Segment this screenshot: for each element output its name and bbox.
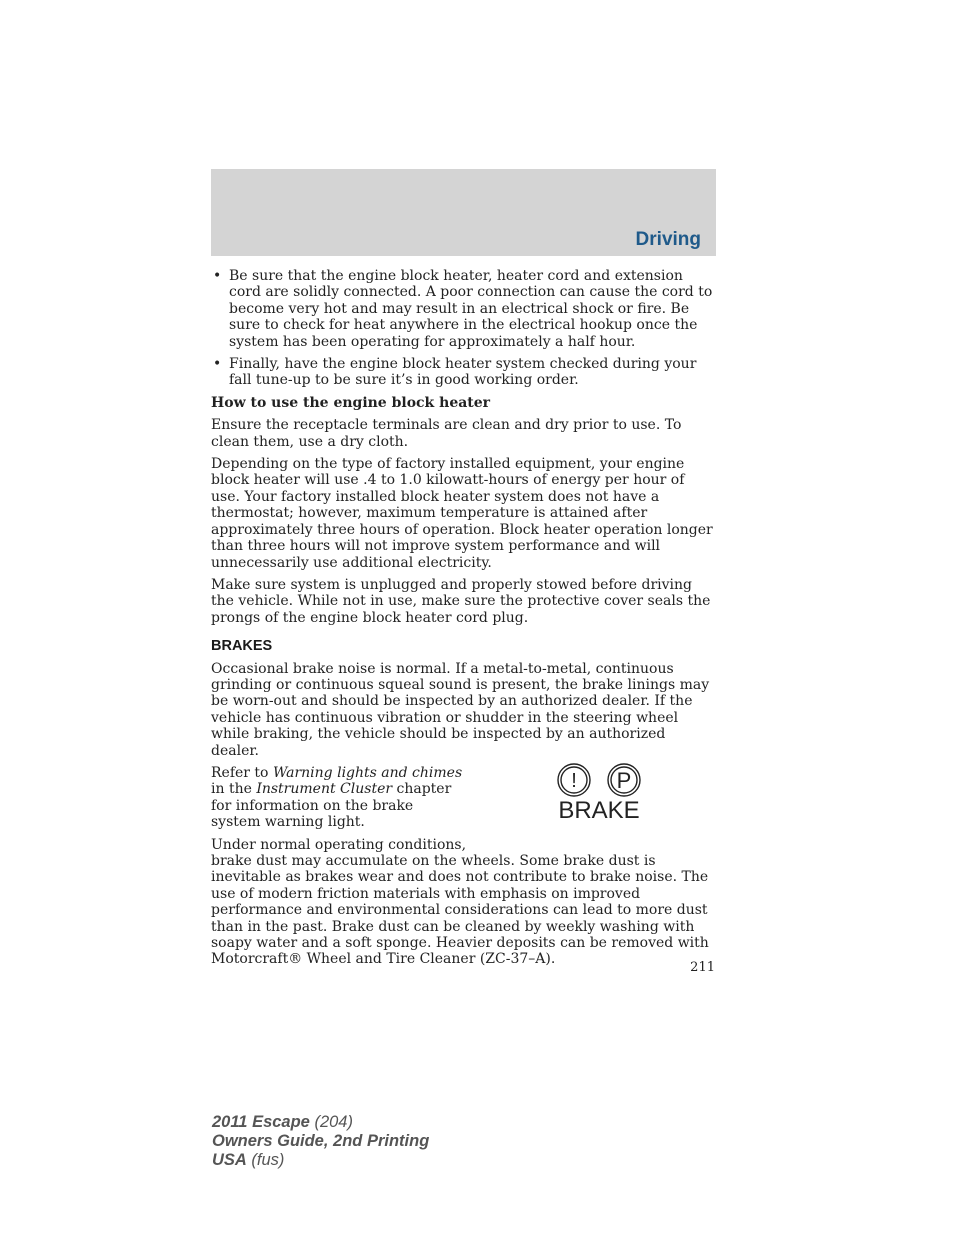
- footer-model: 2011 Escape: [212, 1113, 310, 1131]
- footer-line: [212, 1151, 429, 1170]
- footer-market-code: (fus): [246, 1151, 285, 1169]
- footer-code: (204): [309, 1113, 353, 1131]
- section-header-band: [211, 169, 716, 256]
- brake-word: BRAKE: [558, 796, 640, 823]
- footer-line: Owners Guide, 2nd Printing: [212, 1132, 430, 1150]
- text-run: Under normal operating conditions,: [211, 836, 467, 853]
- brake-warning-icon: [553, 763, 643, 823]
- paragraph: Ensure the receptacle terminals are clean and dry prior to use. To clean them, use a dry cloth.: [211, 417, 682, 450]
- list-item: [211, 356, 717, 389]
- bullet-text: Be sure that the engine block heater, heater cord and extension cord are solidly connected. A poor connection can cause the cord to become very hot and may result in an electrical shock or fire. Be sure to check for heat anywhere in the electrical hookup once the system has been operating for approximately a half hour.: [229, 268, 713, 350]
- exclaim-glyph: !: [571, 769, 577, 792]
- subheading: How to use the engine block heater: [211, 394, 491, 411]
- paragraph: [211, 837, 717, 968]
- p-glyph: P: [616, 767, 632, 793]
- footer-line: [212, 1113, 429, 1132]
- bullet-dot: •: [213, 356, 222, 373]
- page-content: [211, 268, 717, 974]
- paragraph: Occasional brake noise is normal. If a metal-to-metal, continuous grinding or continuous squeal sound is present, the brake linings may be worn-out and should be inspected by an authorized dealer. If the vehicle has continuous vibration or shudder in the steering wheel while braking, the vehicle should be inspected by an authorized dealer.: [211, 660, 710, 759]
- text-run: Refer to: [211, 764, 273, 781]
- list-item: [211, 268, 717, 350]
- brakes-heading: BRAKES: [211, 638, 273, 655]
- bullet-dot: •: [213, 268, 222, 284]
- section-title: Driving: [635, 229, 701, 250]
- text-run: in the: [211, 781, 257, 798]
- paragraph: Depending on the type of factory installed equipment, your engine block heater will use .4 to 1.0 kilowatt-hours of energy per hour of use. Your factory installed block heater system does not have a thermostat; however, maximum temperature is attained after approximately three hours of operation. Block heater operation longer than three hours will not improve system performance and will unnecessarily use additional electricity.: [211, 456, 713, 571]
- italic-reference: Instrument Cluster: [256, 781, 393, 798]
- text-run: brake dust may accumulate on the wheels. Some brake dust is inevitable as brakes wear and does not contribute to brake noise. The use of modern friction materials with emphasis on improved performance and environmental considerations can lead to more dust than in the past. Brake dust can be cleaned by weekly washing with soapy water and a soft sponge. Heavier deposits can be removed with Motorcraft® Wheel and Tire Cleaner (ZC-37–A).: [211, 853, 709, 968]
- brake-reference-text: [211, 765, 467, 831]
- paragraph: Make sure system is unplugged and properly stowed before driving the vehicle. While not in use, make sure the protective cover seals the prongs of the engine block heater cord plug.: [211, 576, 711, 626]
- document-footer: [212, 1113, 429, 1170]
- bullet-list: [211, 268, 717, 389]
- bullet-text: Finally, have the engine block heater system checked during your fall tune-up to be sure it’s in good working order.: [229, 356, 697, 389]
- brake-reference-block: [211, 765, 717, 831]
- footer-market: USA: [212, 1151, 247, 1169]
- text-run: chapter for information on the brake system warning light.: [211, 781, 452, 831]
- page-number: 211: [690, 960, 715, 975]
- italic-reference: Warning lights and chimes: [272, 764, 463, 781]
